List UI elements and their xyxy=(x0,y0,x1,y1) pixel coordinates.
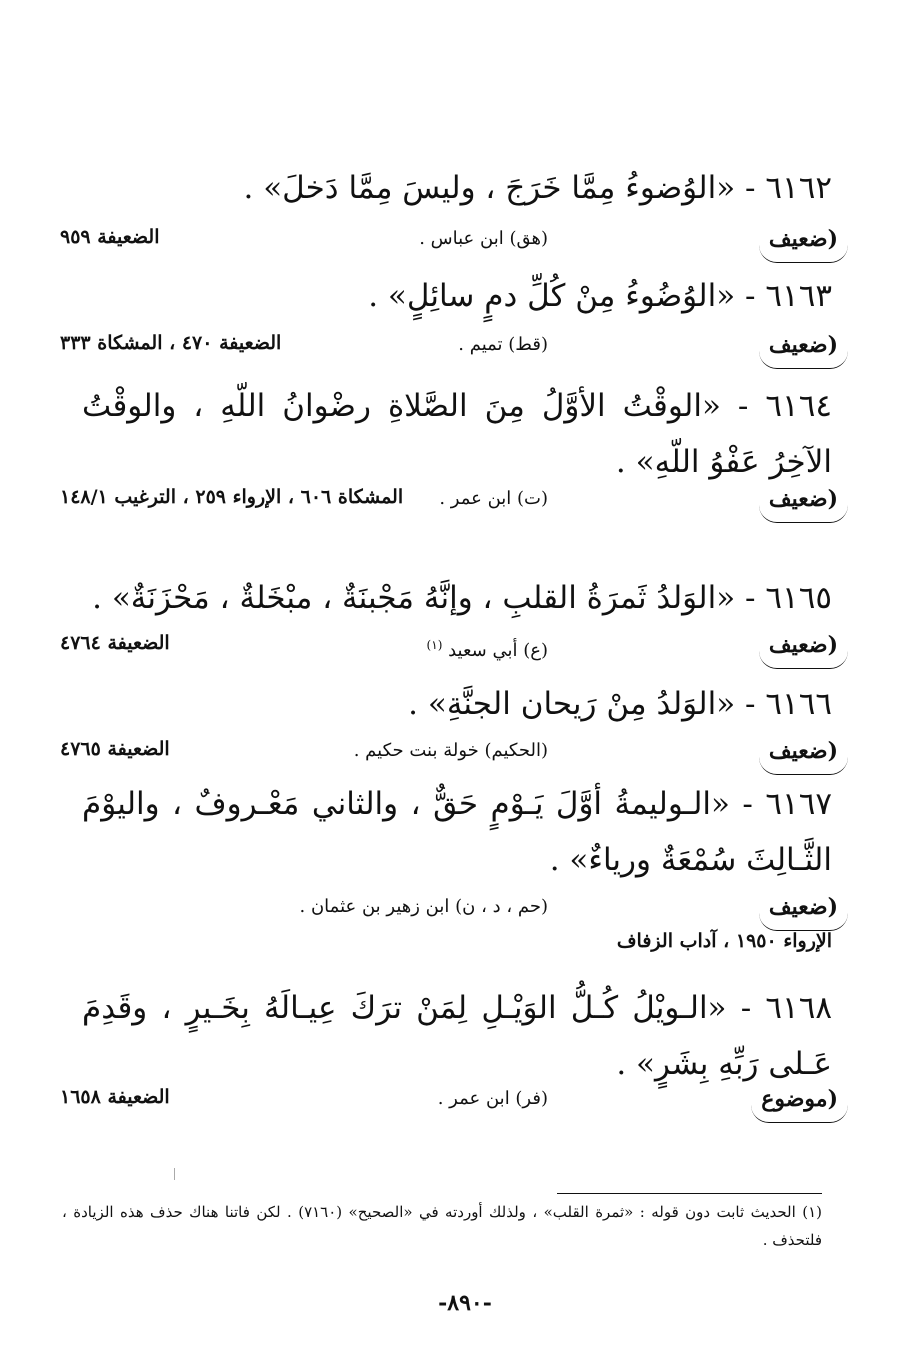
references: الإرواء ١٩٥٠ ، آداب الزفاف xyxy=(616,930,832,952)
grade-badge: (ضعيف xyxy=(759,628,848,669)
grade-badge: (ضعيف xyxy=(759,734,848,775)
source: (ع) أبي سعيد $^{(١)}$ xyxy=(426,638,548,661)
hadith-6166: ٦١٦٦ - «الوَلدُ مِنْ رَيحان الجنَّةِ» . xyxy=(408,686,832,722)
meta-6165 xyxy=(60,628,848,672)
grade-badge: (ضعيف xyxy=(759,890,848,931)
hadith-6165: ٦١٦٥ - «الوَلدُ ثَمرَةُ القلبِ ، وإنَّهُ مَجْبنَةٌ ، مبْخَلةٌ ، مَحْزَنَةٌ» . xyxy=(92,580,832,616)
source: (فر) ابن عمر . xyxy=(437,1088,548,1109)
meta-6168 xyxy=(60,1082,848,1126)
grade-badge: (ضعيف xyxy=(759,222,848,263)
references: الضعيفة ٩٥٩ xyxy=(60,226,160,248)
source: (قط) تميم . xyxy=(458,334,548,355)
meta-6162 xyxy=(60,222,848,266)
source: (حم ، د ، ن) ابن زهير بن عثمان . xyxy=(299,896,548,917)
hadith-6167: ٦١٦٧ - «الـوليمةُ أوَّلَ يَـوْمٍ حَقٌّ ، والثاني مَعْـروفٌ ، واليوْمَ الثَّـالِثَ سُمْعَةٌ ورياءٌ» . xyxy=(82,786,832,878)
source: (هق) ابن عباس . xyxy=(419,228,548,249)
grade-badge: (ضعيف xyxy=(759,328,848,369)
hadith-6164: ٦١٦٤ - «الوقْتُ الأوَّلُ مِنَ الصَّلاةِ رضْوانُ اللّهِ ، والوقْتُ الآخِرُ عَفْوُ اللّهِ» . xyxy=(82,388,832,480)
hadith-6163: ٦١٦٣ - «الوُضُوءُ مِنْ كُلِّ دمٍ سائِلٍ» . xyxy=(368,278,832,314)
references: الضعيفة ٤٧٦٥ xyxy=(60,738,170,760)
meta-6164 xyxy=(60,482,848,526)
margin-mark xyxy=(174,1168,176,1180)
footnote-divider xyxy=(557,1193,822,1194)
source: (ت) ابن عمر . xyxy=(439,488,548,509)
hadith-6162: ٦١٦٢ - «الوُضوءُ مِمَّا خَرَجَ ، وليسَ مِمَّا دَخلَ» . xyxy=(243,170,832,206)
meta-6163 xyxy=(60,328,848,372)
grade-badge: (موضوع xyxy=(751,1082,848,1123)
references: المشكاة ٦٠٦ ، الإرواء ٢٥٩ ، الترغيب ١٤٨/١ xyxy=(60,486,404,508)
source: (الحكيم) خولة بنت حكيم . xyxy=(353,740,548,761)
footnote xyxy=(62,1198,822,1254)
hadith-6168: ٦١٦٨ - «الـويْلُ كُـلُّ الوَيْـلِ لِمَنْ ترَكَ عِيـالَهُ بِخَـيرٍ ، وقَدِمَ عَـلى رَبِّهِ بِشَرٍ» . xyxy=(82,990,832,1082)
references: الضعيفة ٤٧٦٤ xyxy=(60,632,170,654)
footnote-number: (١) xyxy=(802,1203,822,1221)
grade-badge: (ضعيف xyxy=(759,482,848,523)
footnote-text: الحديث ثابت دون قوله : «ثمرة القلب» ، ولذلك أوردته في «الصحيح» (٧١٦٠) . لكن فاتنا هناك حذف هذه الزيادة ، فلتحذف . xyxy=(62,1203,822,1249)
page-number: -٨٩٠- xyxy=(438,1290,492,1316)
references: الضعيفة ١٦٥٨ xyxy=(60,1086,170,1108)
meta-6166 xyxy=(60,734,848,778)
meta-6167 xyxy=(60,890,848,934)
references: الضعيفة ٤٧٠ ، المشكاة ٣٣٣ xyxy=(60,332,282,354)
footnote-marker: (١) xyxy=(426,638,443,652)
